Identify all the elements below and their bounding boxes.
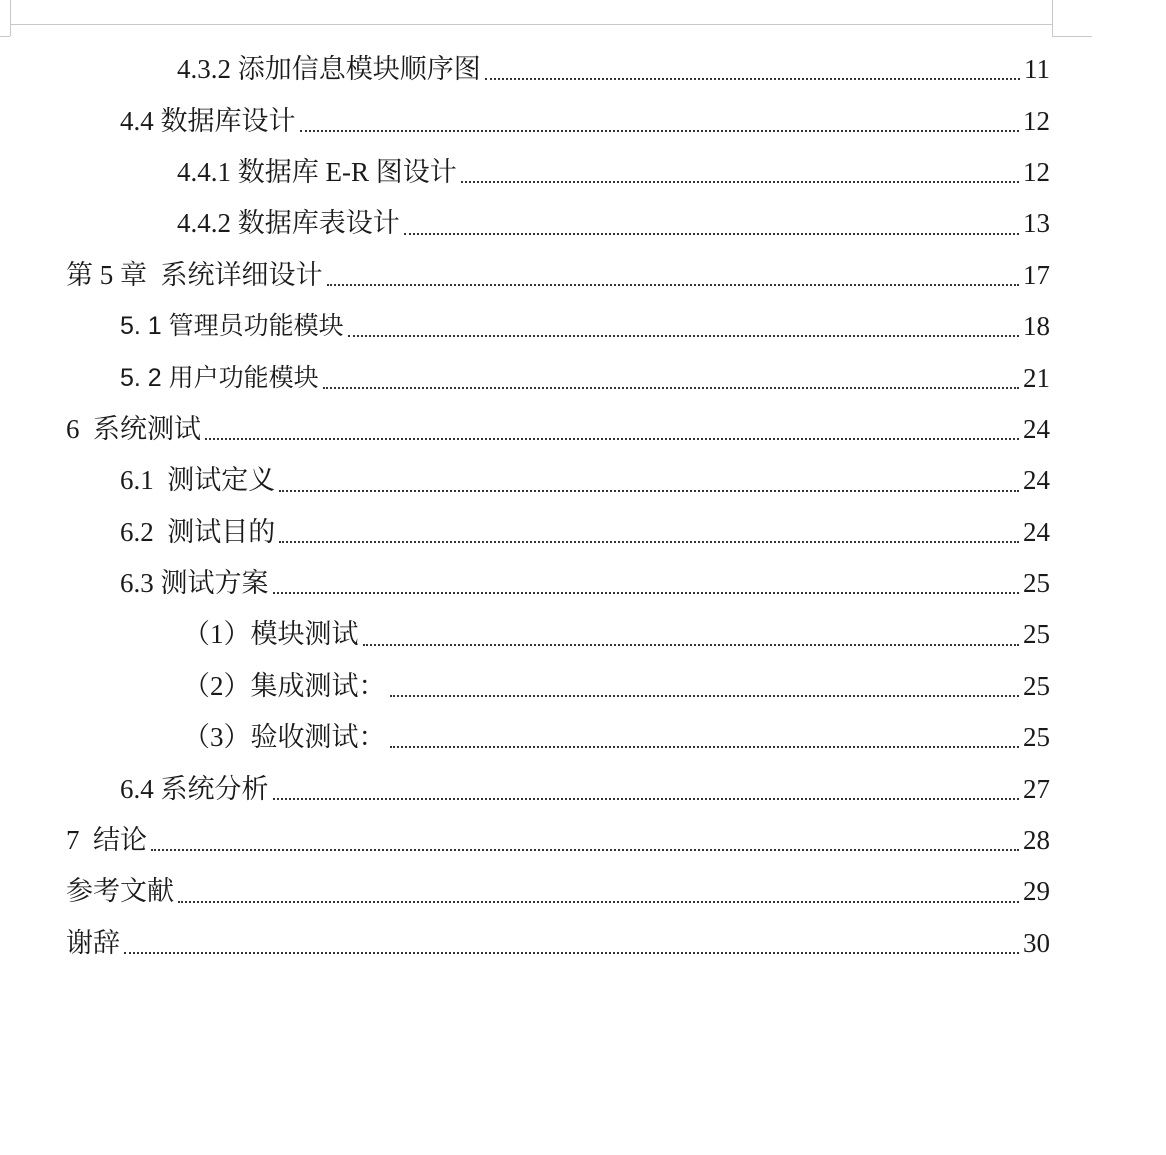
toc-entry[interactable]: [183, 712, 1050, 763]
toc-entry[interactable]: [177, 147, 1050, 198]
dot-leader: [151, 848, 1019, 851]
dot-leader: [348, 334, 1019, 337]
toc-entry-page: 21: [1023, 362, 1050, 393]
toc-entry-title: 4.4 数据库设计: [120, 105, 296, 136]
toc-entry[interactable]: [183, 609, 1050, 660]
toc-entry[interactable]: [66, 918, 1050, 969]
toc-entry[interactable]: [120, 301, 1050, 352]
dot-leader: [485, 77, 1020, 80]
toc-entry-page: 13: [1023, 208, 1050, 239]
toc-entry-title: （3）验收测试：: [183, 722, 386, 753]
toc-entry[interactable]: [120, 352, 1050, 403]
dot-leader: [205, 437, 1019, 440]
dot-leader: [390, 694, 1020, 697]
toc-entry[interactable]: [66, 404, 1050, 455]
margin-mark-top-right: [1052, 0, 1053, 36]
toc-entry-title: 6.3 测试方案: [120, 568, 269, 599]
toc-entry-page: 30: [1023, 927, 1050, 958]
dot-leader: [279, 540, 1019, 543]
toc-entry-title: 5. 2 用户功能模块: [120, 363, 319, 392]
toc-entry-title: 7 结论: [66, 825, 147, 856]
toc-entry[interactable]: [120, 455, 1050, 506]
toc-entry[interactable]: [66, 815, 1050, 866]
dot-leader: [390, 745, 1020, 748]
table-of-contents: [0, 44, 1166, 969]
margin-mark-top-left-horizontal: [0, 36, 10, 37]
toc-entry[interactable]: [66, 866, 1050, 917]
dot-leader: [300, 129, 1020, 132]
toc-entry-page: 25: [1023, 619, 1050, 650]
toc-entry-title: （2）集成测试：: [183, 670, 386, 701]
dot-leader: [279, 489, 1019, 492]
toc-entry-page: 25: [1023, 722, 1050, 753]
toc-entry-title: 6 系统测试: [66, 413, 201, 444]
toc-entry[interactable]: [177, 44, 1050, 95]
dot-leader: [178, 900, 1019, 903]
toc-entry-page: 29: [1023, 876, 1050, 907]
dot-leader: [461, 180, 1019, 183]
page-top-edge: [10, 24, 1052, 25]
toc-entry-page: 25: [1023, 568, 1050, 599]
dot-leader: [327, 283, 1020, 286]
toc-entry-page: 24: [1023, 465, 1050, 496]
dot-leader: [363, 643, 1020, 646]
toc-entry-title: （1）模块测试: [183, 619, 359, 650]
dot-leader: [323, 386, 1019, 389]
toc-entry[interactable]: [120, 95, 1050, 146]
toc-entry[interactable]: [183, 661, 1050, 712]
toc-entry-page: 25: [1023, 670, 1050, 701]
toc-entry[interactable]: [120, 558, 1050, 609]
margin-mark-top-left: [0, 0, 11, 36]
toc-entry-title: 6.1 测试定义: [120, 465, 276, 496]
toc-entry-page: 24: [1023, 516, 1050, 547]
toc-entry-title: 4.4.2 数据库表设计: [177, 208, 400, 239]
toc-entry-title: 4.3.2 添加信息模块顺序图: [177, 54, 481, 85]
toc-entry-title: 5. 1 管理员功能模块: [120, 312, 344, 341]
dot-leader: [404, 232, 1019, 235]
toc-entry-title: 参考文献: [66, 876, 174, 907]
toc-entry-page: 12: [1023, 105, 1050, 136]
toc-entry-title: 6.4 系统分析: [120, 773, 269, 804]
toc-entry[interactable]: [66, 250, 1050, 301]
toc-entry-title: 第 5 章 系统详细设计: [66, 259, 323, 290]
dot-leader: [273, 591, 1020, 594]
toc-entry-page: 17: [1023, 259, 1050, 290]
toc-entry[interactable]: [120, 507, 1050, 558]
toc-entry-page: 28: [1023, 825, 1050, 856]
dot-leader: [124, 951, 1019, 954]
toc-entry-title: 谢辞: [66, 927, 120, 958]
dot-leader: [273, 797, 1020, 800]
toc-entry-title: 6.2 测试目的: [120, 516, 276, 547]
toc-entry[interactable]: [120, 763, 1050, 814]
toc-entry-title: 4.4.1 数据库 E-R 图设计: [177, 156, 457, 187]
toc-entry-page: 12: [1023, 156, 1050, 187]
toc-entry-page: 11: [1024, 54, 1050, 85]
toc-entry-page: 27: [1023, 773, 1050, 804]
margin-mark-top-right-horizontal: [1052, 36, 1092, 37]
toc-entry-page: 18: [1023, 311, 1050, 342]
toc-entry[interactable]: [177, 198, 1050, 249]
toc-entry-page: 24: [1023, 413, 1050, 444]
